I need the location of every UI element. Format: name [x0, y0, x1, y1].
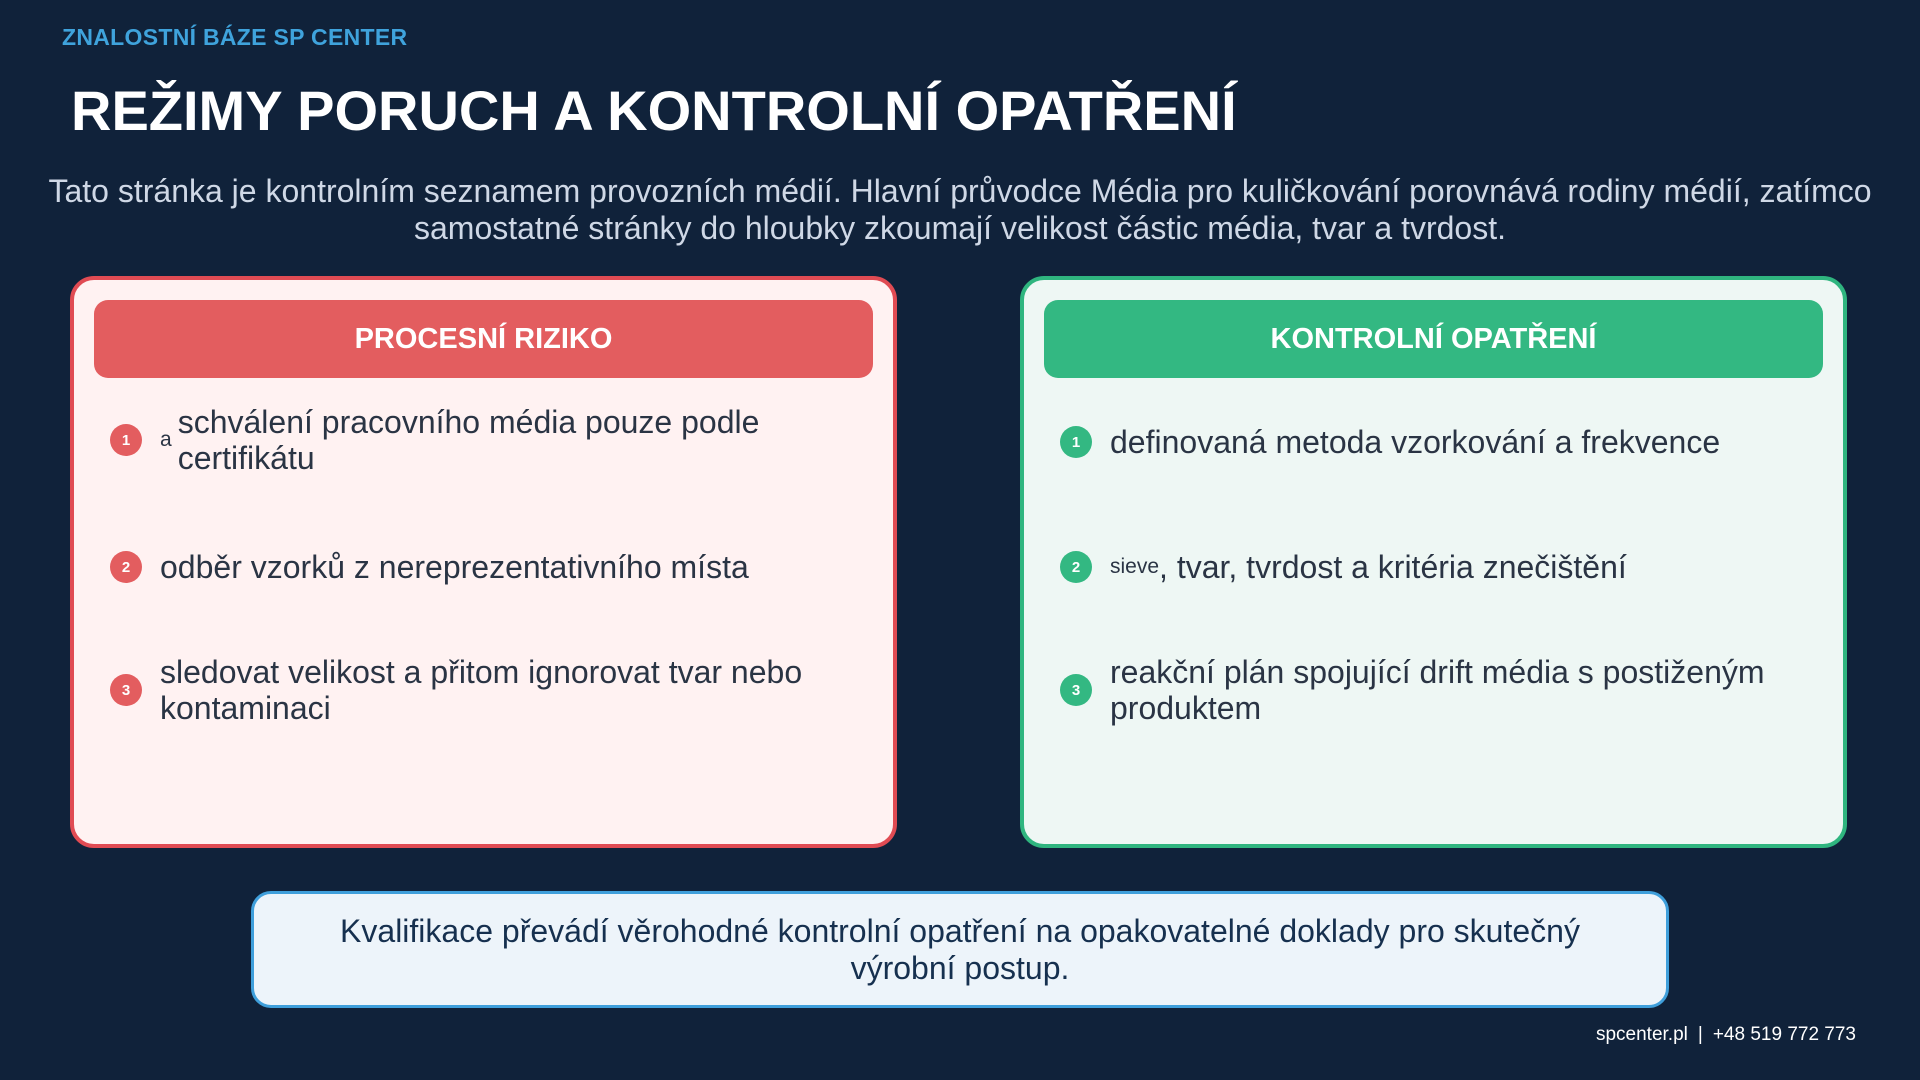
- control-item: [1060, 402, 1803, 482]
- item-text: odběr vzorků z nereprezentativního místa: [160, 549, 749, 585]
- number-badge: 2: [1060, 551, 1092, 583]
- footer-phone[interactable]: +48 519 772 773: [1712, 1024, 1856, 1045]
- control-measures-card: [1020, 276, 1847, 848]
- footer-contact: [1596, 1024, 1856, 1046]
- footer-separator: |: [1697, 1024, 1703, 1045]
- item-text: , tvar, tvrdost a kritéria znečištění: [1159, 549, 1627, 585]
- number-badge: 3: [110, 674, 142, 706]
- risk-item: [110, 527, 853, 607]
- number-badge: 1: [1060, 426, 1092, 458]
- summary-note-text: Kvalifikace převádí věrohodné kontrolní opatření na opakovatelné doklady pro skutečný výrobní postup.: [340, 912, 1580, 986]
- risk-item: [110, 400, 853, 480]
- number-badge: 2: [110, 551, 142, 583]
- kicker-label: ZNALOSTNÍ BÁZE SP CENTER: [62, 24, 408, 50]
- summary-note: [251, 891, 1669, 1008]
- risk-item: [110, 650, 853, 730]
- control-measures-header: KONTROLNÍ OPATŘENÍ: [1044, 300, 1823, 378]
- item-text: reakční plán spojující drift média s postiženým produktem: [1110, 654, 1765, 726]
- item-text: definovaná metoda vzorkování a frekvence: [1110, 424, 1721, 460]
- control-item: [1060, 650, 1803, 730]
- number-badge: 3: [1060, 674, 1092, 706]
- page-title: REŽIMY PORUCH A KONTROLNÍ OPATŘENÍ: [71, 79, 1237, 142]
- number-badge: 1: [110, 424, 142, 456]
- item-prefix: sieve: [1110, 555, 1160, 578]
- footer-website-link[interactable]: spcenter.pl: [1595, 1024, 1688, 1045]
- page-subtitle: Tato stránka je kontrolním seznamem provozních médií. Hlavní průvodce Média pro kuličkování porovnává rodiny médií, zatímco samostatné stránky do hloubky zkoumají velikost částic média, tvar a tvrdost.: [48, 173, 1872, 246]
- item-text: schválení pracovního média pouze podle certifikátu: [177, 404, 760, 476]
- process-risk-header: PROCESNÍ RIZIKO: [94, 300, 873, 378]
- control-item: [1060, 527, 1803, 607]
- process-risk-card: [70, 276, 897, 848]
- item-prefix: a: [160, 428, 172, 451]
- item-text: sledovat velikost a přitom ignorovat tvar nebo kontaminaci: [160, 654, 803, 726]
